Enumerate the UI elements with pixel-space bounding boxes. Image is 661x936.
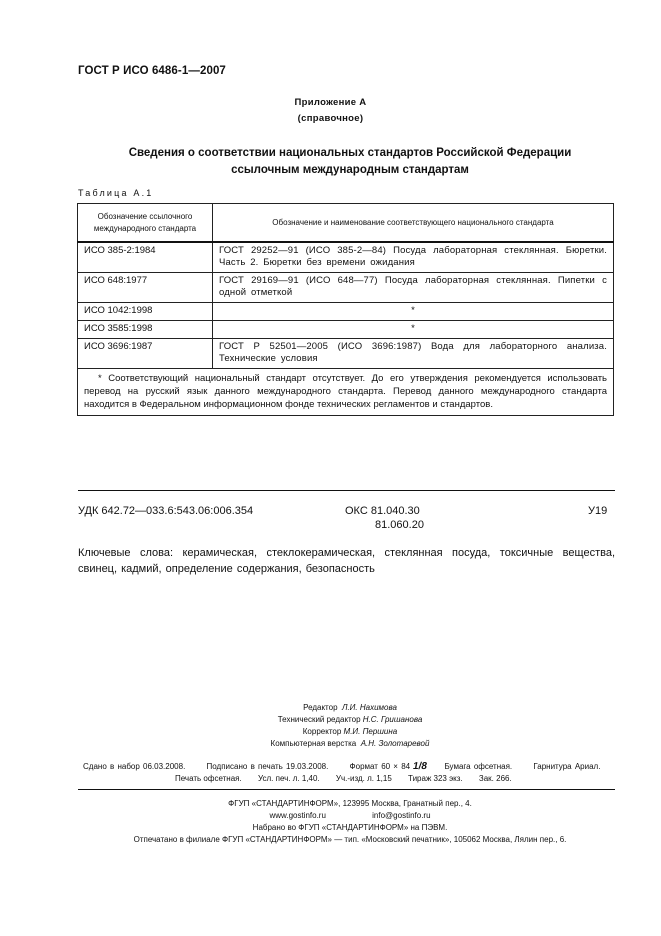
credit-proofreader: Корректор М.И. Першина xyxy=(302,727,398,736)
credit-tech-editor: Технический редактор Н.С. Гришанова xyxy=(277,715,423,724)
imprint-order: Зак. 266. xyxy=(478,774,512,783)
table-row xyxy=(78,339,614,369)
imprint-typeface: Гарнитура Ариал. xyxy=(533,762,601,771)
credits xyxy=(0,702,661,750)
annex-heading xyxy=(0,145,661,179)
cell-national: ГОСТ 29252—91 (ИСО 385-2—84) Посуда лабораторная стеклянная. Бюретки. Часть 2. Бюретки без времени ожидания xyxy=(213,242,614,273)
imprint-typeset: Сдано в набор 06.03.2008. xyxy=(83,762,186,771)
document-code: ГОСТ Р ИСО 6486-1—2007 xyxy=(78,65,226,77)
publisher-email[interactable]: info@gostinfo.ru xyxy=(372,811,431,820)
table-row xyxy=(78,303,614,321)
publisher-info xyxy=(0,798,661,846)
standards-table xyxy=(77,203,614,416)
cell-international: ИСО 648:1977 xyxy=(78,273,213,303)
keywords: Ключевые слова: керамическая, стеклокерамическая, стеклянная посуда, токсичные вещества, свинец, кадмий, определение содержания, безопасность xyxy=(78,547,615,575)
format-fraction: 1/8 xyxy=(412,761,429,772)
cell-international: ИСО 1042:1998 xyxy=(78,303,213,321)
publisher-contacts xyxy=(0,810,661,822)
table-footnote: * Соответствующий национальный стандарт отсутствует. До его утверждения рекомендуется использовать перевод на русский язык данного международного стандарта. Перевод данного международного стандарта находится в Федеральном информационном фонде технических регламентов и стандартов. xyxy=(78,369,614,416)
imprint-line2 xyxy=(175,774,526,783)
annex-type: (справочное) xyxy=(297,113,364,124)
imprint-line1 xyxy=(83,761,600,772)
credit-editor: Редактор Л.И. Нахимова xyxy=(303,703,397,712)
publisher-printed-note: Отпечатано в филиале ФГУП «СТАНДАРТИНФОРМ» — тип. «Московский печатник», 105062 Москва, Лялин пер., 6. xyxy=(133,835,567,844)
group-code: У19 xyxy=(588,505,608,517)
cell-national: ГОСТ 29169—91 (ИСО 648—77) Посуда лабораторная стеклянная. Пипетки с одной отметкой xyxy=(213,273,614,303)
cell-national: * xyxy=(213,321,614,339)
imprint-circulation: Тираж 323 экз. xyxy=(408,774,463,783)
table-row xyxy=(78,273,614,303)
publisher-website[interactable]: www.gostinfo.ru xyxy=(269,811,326,820)
imprint-paper: Бумага офсетная. xyxy=(444,762,513,771)
cell-international: ИСО 3696:1987 xyxy=(78,339,213,369)
cell-international: ИСО 385-2:1984 xyxy=(78,242,213,273)
imprint-printing: Печать офсетная. xyxy=(175,774,242,783)
imprint-format: Формат 60 × 84 1/8 xyxy=(349,761,429,772)
imprint-signed: Подписано в печать 19.03.2008. xyxy=(206,762,329,771)
cell-national: * xyxy=(213,303,614,321)
publisher-address: ФГУП «СТАНДАРТИНФОРМ», 123995 Москва, Гранатный пер., 4. xyxy=(228,799,472,808)
annex-heading-line1: Сведения о соответствии национальных стандартов Российской Федерации xyxy=(128,147,572,159)
divider-bottom xyxy=(78,789,615,790)
cell-national: ГОСТ Р 52501—2005 (ИСО 3696:1987) Вода для лабораторного анализа. Технические условия xyxy=(213,339,614,369)
divider-top xyxy=(78,490,615,491)
oks-code-1: ОКС 81.040.30 xyxy=(345,505,420,517)
table-footnote-row xyxy=(78,369,614,416)
credit-layout: Компьютерная верстка А.Н. Золотаревой xyxy=(270,739,430,748)
table-row xyxy=(78,321,614,339)
publisher-typeset-note: Набрано во ФГУП «СТАНДАРТИНФОРМ» на ПЭВМ. xyxy=(252,823,448,832)
header-international: Обозначение ссылочного международного стандарта xyxy=(78,204,213,243)
table-header-row xyxy=(78,204,614,243)
imprint-pub-sheets: Уч.-изд. л. 1,15 xyxy=(335,774,392,783)
table-caption: Таблица А.1 xyxy=(78,188,154,198)
oks-code-2: 81.060.20 xyxy=(375,519,424,531)
table-row xyxy=(78,242,614,273)
udk-code: УДК 642.72—033.6:543.06:006.354 xyxy=(78,505,254,517)
imprint-print-sheets: Усл. печ. л. 1,40. xyxy=(257,774,320,783)
header-national: Обозначение и наименование соответствующего национального стандарта xyxy=(213,204,614,243)
annex-title: Приложение А xyxy=(294,97,367,108)
cell-international: ИСО 3585:1998 xyxy=(78,321,213,339)
annex-heading-line2: ссылочным международным стандартам xyxy=(231,164,469,176)
